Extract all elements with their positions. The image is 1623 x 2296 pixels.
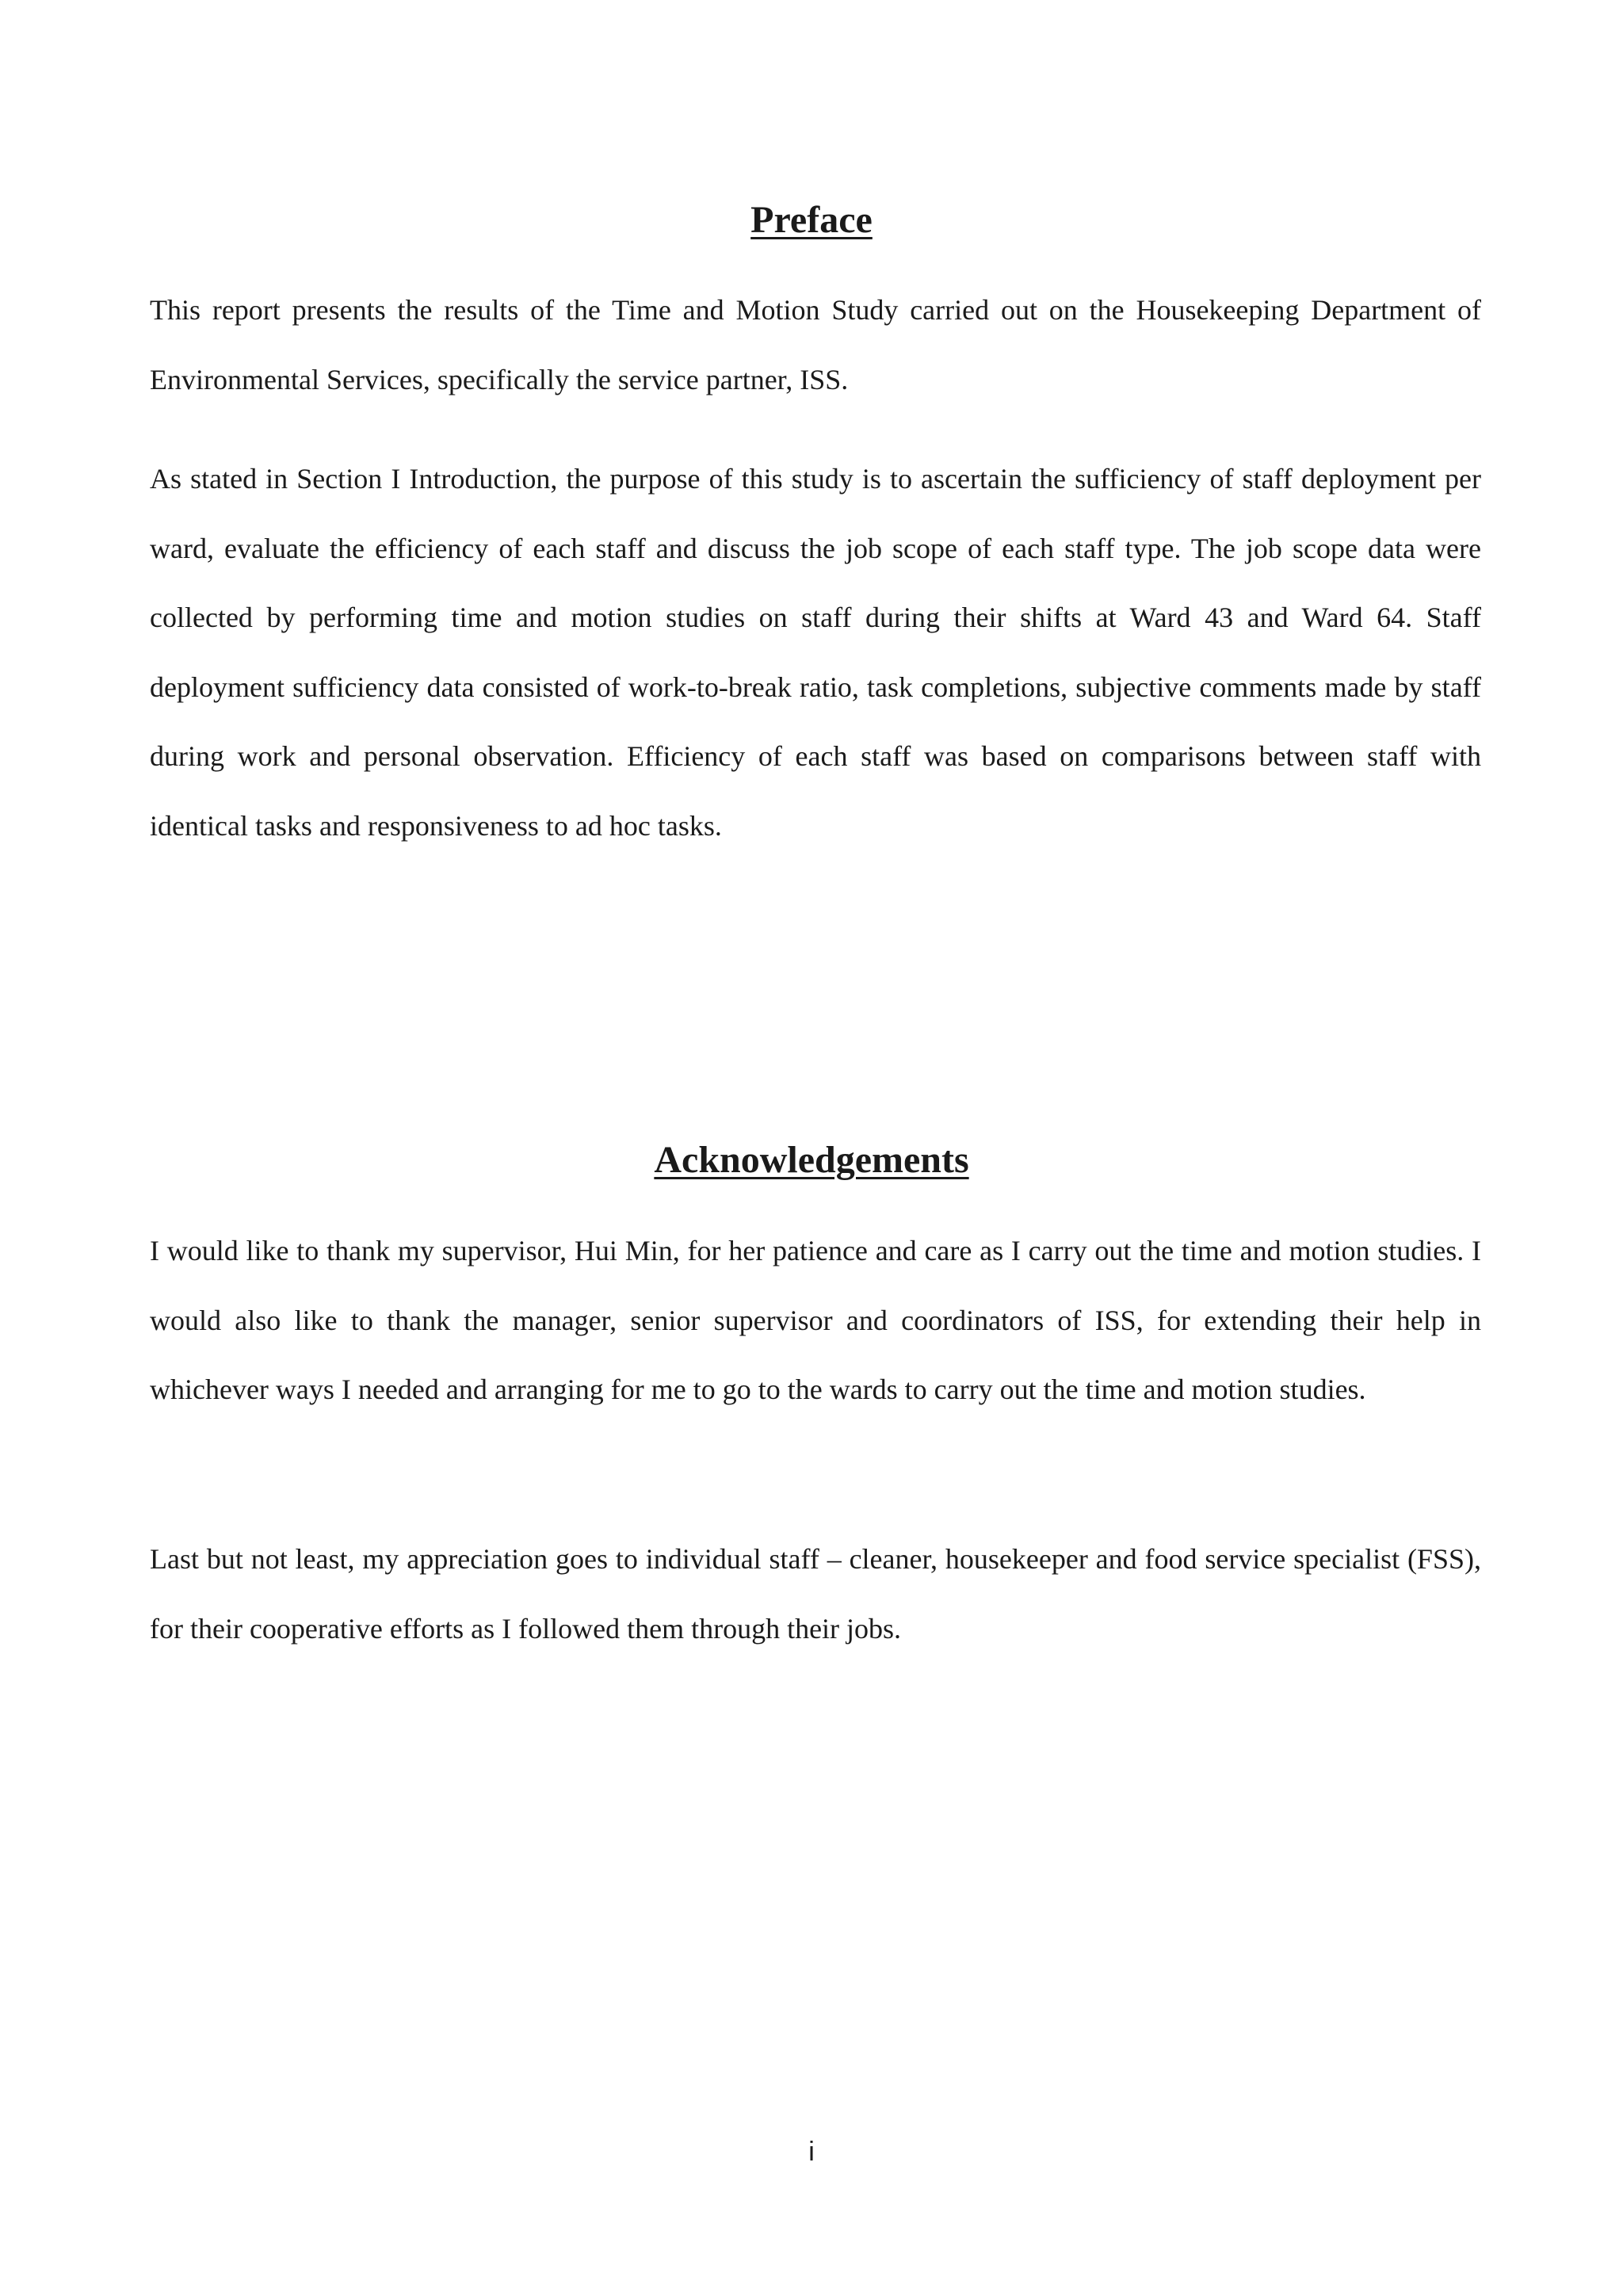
- acknowledgements-paragraph: I would like to thank my supervisor, Hui Min, for her patience and care as I carry out the time and motion studies. I would also like to thank the manager, senior supervisor and coordinators of ISS, for extending their help in whichever ways I needed and arranging for me to go to the wards to carry out the time and motion studies.: [150, 1235, 1481, 1405]
- preface-heading: Preface: [750, 199, 873, 241]
- preface-paragraph: This report presents the results of the Time and Motion Study carried out on the Housekeeping Department of Environmental Services, specifically the service partner, ISS.: [150, 294, 1481, 395]
- acknowledgements-paragraph: Last but not least, my appreciation goes to individual staff – cleaner, housekeeper and food service specialist (FSS), for their cooperative efforts as I followed them through their jobs.: [150, 1543, 1481, 1645]
- preface-paragraph: As stated in Section I Introduction, the purpose of this study is to ascertain the sufficiency of staff deployment per ward, evaluate the efficiency of each staff and discuss the job scope of each staff type. The job scope data were collected by performing time and motion studies on staff during their shifts at Ward 43 and Ward 64. Staff deployment sufficiency data consisted of work-to-break ratio, task completions, subjective comments made by staff during work and personal observation. Efficiency of each staff was based on comparisons between staff with identical tasks and responsiveness to ad hoc tasks.: [150, 463, 1481, 842]
- acknowledgements-heading: Acknowledgements: [654, 1139, 969, 1181]
- page-number: i: [808, 2137, 815, 2167]
